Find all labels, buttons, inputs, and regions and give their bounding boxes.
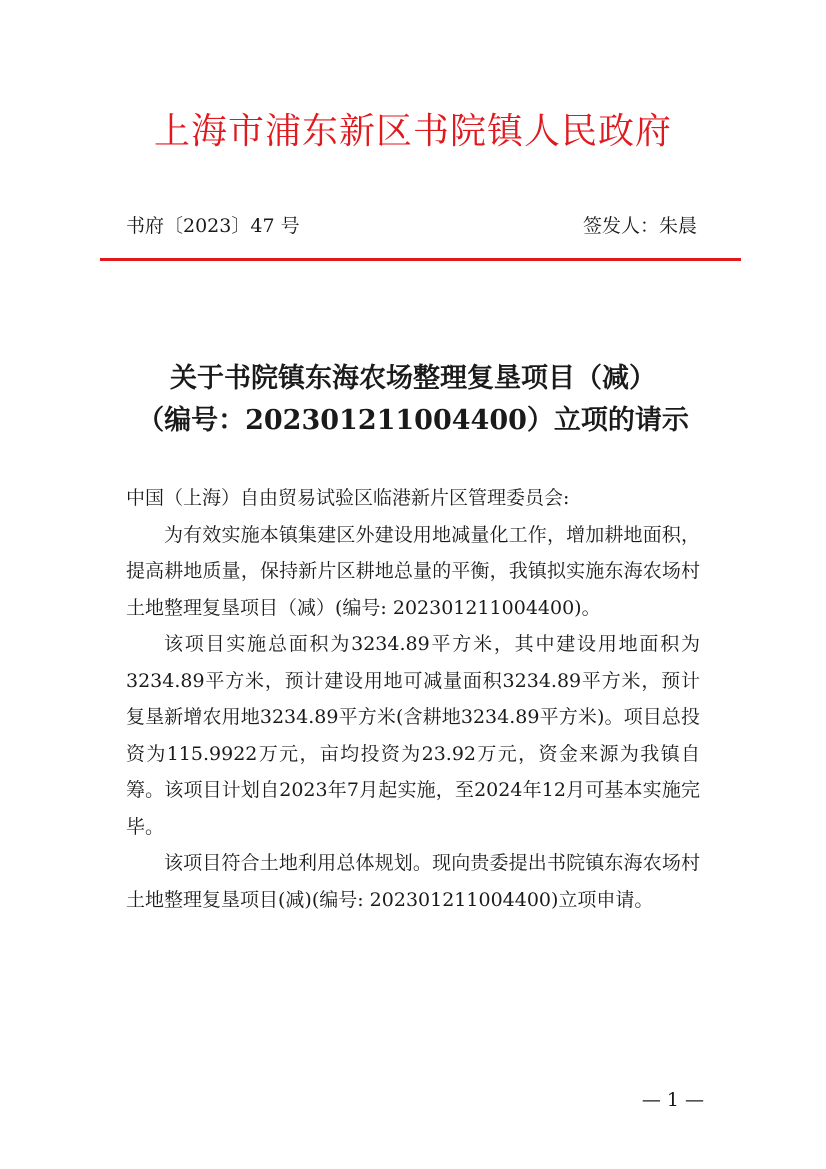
page-number: — 1 — [641, 1089, 704, 1111]
title-line-1: 关于书院镇东海农场整理复垦项目（减） [170, 363, 656, 394]
paragraph-project-details: 该项目实施总面积为3234.89平方米，其中建设用地面积为3234.89平方米，预计建设用地可减量面积3234.89平方米，预计复垦新增农用地3234.89平方米(含耕地3234.89平方米)。项目总投资为115.9922万元，亩均投资为23.92万元，资金来源为我镇自筹。该项目计划自2023年7月起实施，至2024年12月可基本实施完毕。 [126, 633, 700, 838]
document-meta-row [126, 212, 697, 240]
red-divider-line [100, 258, 741, 261]
paragraph-purpose: 为有效实施本镇集建区外建设用地减量化工作，增加耕地面积，提高耕地质量，保持新片区耕地总量的平衡，我镇拟实施东海农场村土地整理复垦项目（减）(编号: 202301211004400)。 [126, 523, 700, 619]
document-number: 书府〔2023〕47 号 [126, 215, 300, 237]
document-title [126, 358, 700, 442]
signer: 签发人：朱晨 [582, 215, 697, 237]
document-body [126, 480, 700, 918]
paragraph-request: 该项目符合土地利用总体规划。现向贵委提出书院镇东海农场村土地整理复垦项目(减)(编号: 202301211004400)立项申请。 [126, 852, 700, 911]
title-line-2: （编号：202301211004400）立项的请示 [137, 405, 689, 436]
organization-header: 上海市浦东新区书院镇人民政府 [153, 111, 672, 152]
salutation: 中国（上海）自由贸易试验区临港新片区管理委员会: [126, 487, 570, 509]
